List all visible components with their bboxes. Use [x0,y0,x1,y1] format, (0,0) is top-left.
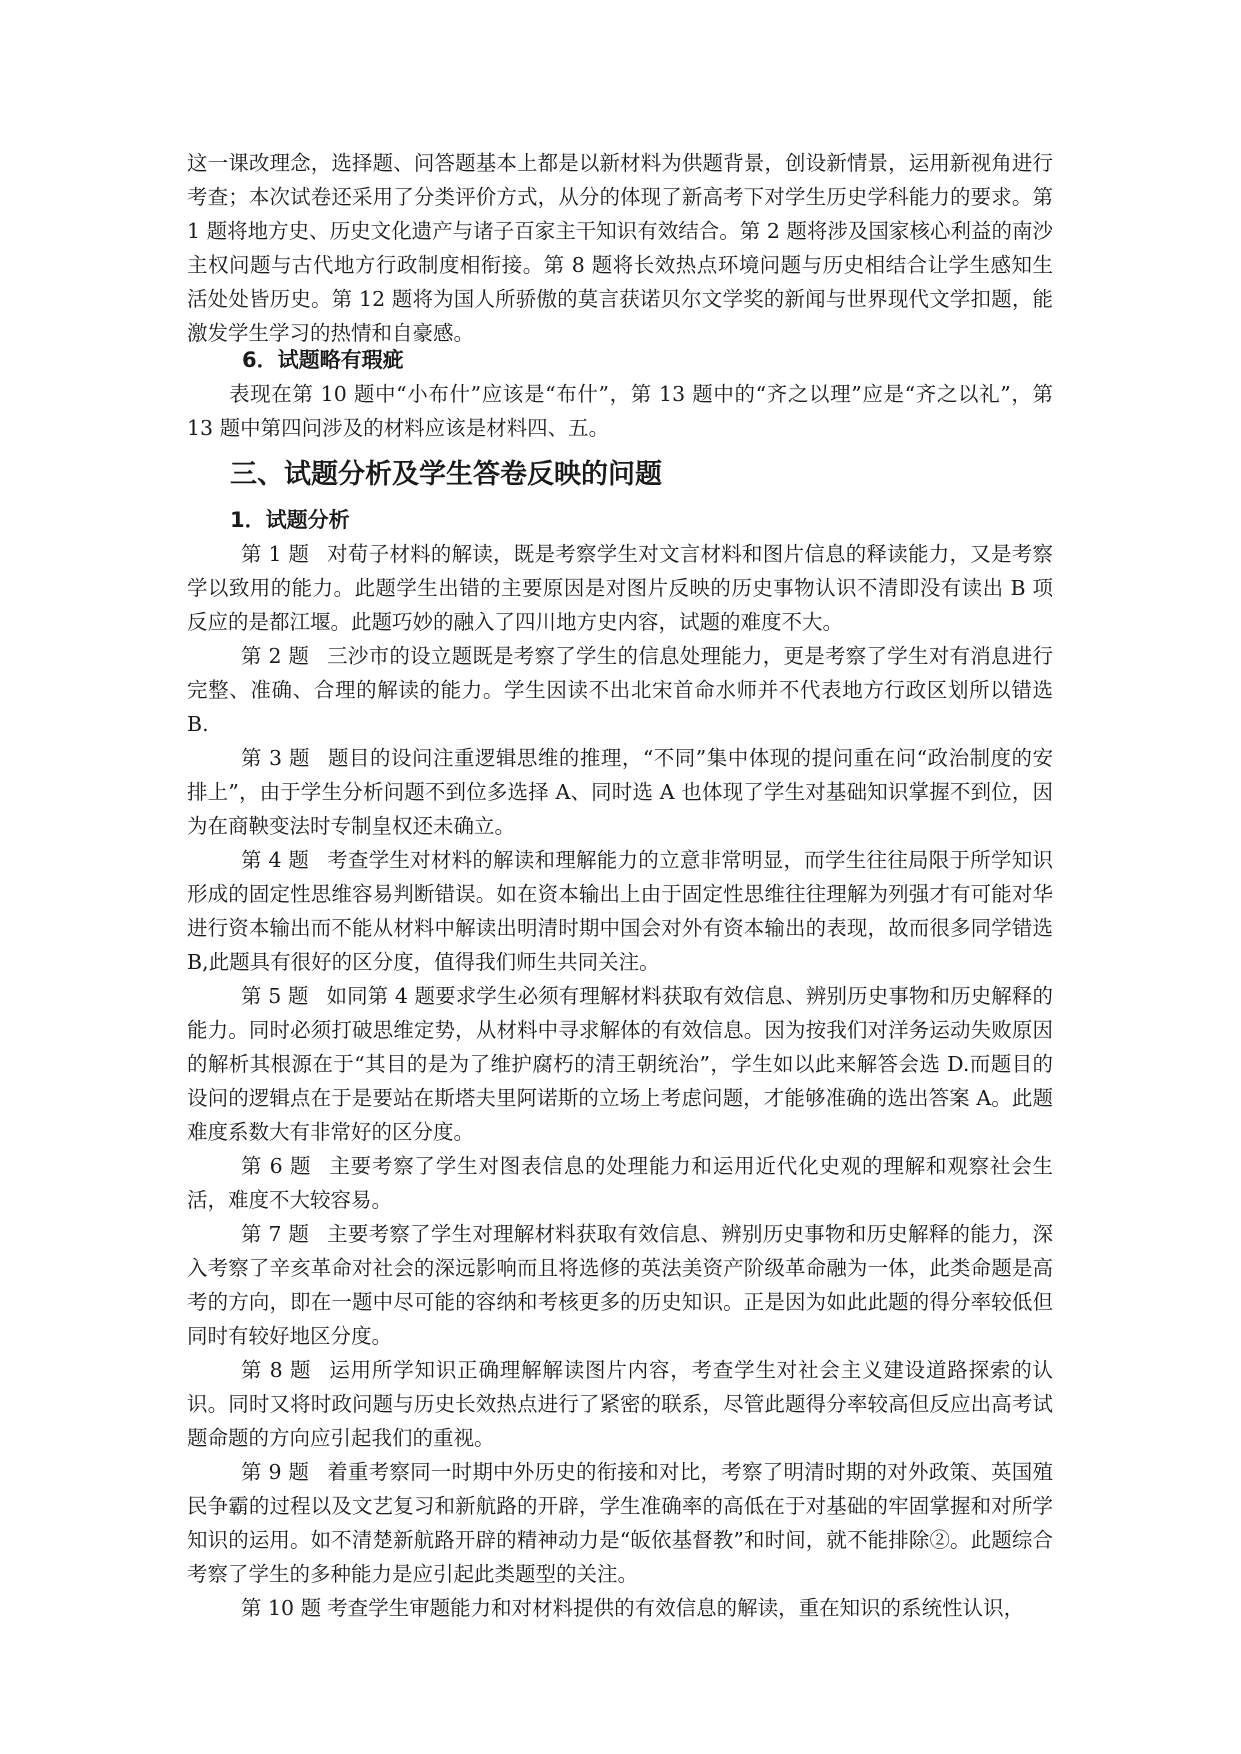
question-text: 考查学生对材料的解读和理解能力的立意非常明显，而学生往往局限于所学知识形成的固定性思维容易判断错误。如在资本输出上由于固定性思维往往理解为列强才有可能对华进行资本输出而不能从材料中解读出明清时期中国会对外有资本输出的表现，故而很多同学错选 B,此题具有很好的区分度，值得我们师生共同关注。 [187,848,1054,974]
question-number: 第 10 题 [241,1596,322,1620]
question-number: 第 5 题 [241,984,309,1008]
subheading-6: 6．试题略有瑕疵 [242,348,404,372]
question-8 [187,1353,1053,1455]
question-5 [187,979,1053,1149]
section-heading-3: 三、试题分析及学生答卷反映的问题 [230,459,662,490]
question-text: 运用所学知识正确理解解读图片内容，考查学生对社会主义建设道路探索的认识。同时又将时政问题与历史长效热点进行了紧密的联系，尽管此题得分率较高但反应出高考试题命题的方向应引起我们的重视。 [187,1358,1053,1450]
question-10 [187,1591,1053,1625]
question-2 [187,639,1053,741]
question-text: 着重考察同一时期中外历史的衔接和对比，考察了明清时期的对外政策、英国殖民争霸的过程以及文艺复习和新航路的开辟，学生准确率的高低在于对基础的牢固掌握和对所学知识的运用。如不清楚新航路开辟的精神动力是“皈依基督教”和时间，就不能排除②。此题综合考察了学生的多种能力是应引起此类题型的关注。 [187,1460,1054,1586]
question-number: 第 6 题 [241,1154,312,1178]
question-text: 对荀子材料的解读，既是考察学生对文言材料和图片信息的释读能力，又是考察学以致用的能力。此题学生出错的主要原因是对图片反映的历史事物认识不清即没有读出 B 项反应的是都江堰。此题巧妙的融入了四川地方史内容，试题的难度不大。 [187,542,1054,634]
question-9 [187,1455,1053,1591]
question-1 [187,537,1053,639]
question-7 [187,1217,1053,1353]
question-text: 主要考察了学生对理解材料获取有效信息、辨别历史事物和历史解释的能力，深入考察了辛亥革命对社会的深远影响而且将选修的英法美资产阶级革命融为一体，此类命题是高考的方向，即在一题中尽可能的容纳和考核更多的历史知识。正是因为如此此题的得分率较低但同时有较好地区分度。 [187,1222,1054,1348]
question-text: 三沙市的设立题既是考察了学生的信息处理能力，更是考察了学生对有消息进行完整、准确、合理的解读的能力。学生因读不出北宋首命水师并不代表地方行政区划所以错选 B. [187,644,1054,736]
question-number: 第 8 题 [241,1358,312,1382]
question-number: 第 9 题 [241,1460,310,1484]
question-3 [187,741,1053,843]
question-text: 考查学生审题能力和对材料提供的有效信息的解读，重在知识的系统性认识， [327,1596,1025,1620]
question-text: 如同第 4 题要求学生必须有理解材料获取有效信息、辨别历史事物和历史解释的能力。同时必须打破思维定势，从材料中寻求解体的有效信息。因为按我们对洋务运动失败原因的解析其根源在于“其目的是为了维护腐朽的清王朝统治”，学生如以此来解答会选 D.而题目的设问的逻辑点在于是要站在斯塔夫里阿诺斯的立场上考虑问题，才能够准确的选出答案 A。此题难度系数大有非常好的区分度。 [187,984,1054,1144]
question-number: 第 4 题 [241,848,310,872]
question-number: 第 7 题 [241,1222,310,1246]
question-text: 主要考察了学生对图表信息的处理能力和运用近代化史观的理解和观察社会生活，难度不大较容易。 [187,1154,1053,1212]
intro-paragraph: 这一课改理念，选择题、问答题基本上都是以新材料为供题背景，创设新情景，运用新视角进行考查；本次试卷还采用了分类评价方式，从分的体现了新高考下对学生历史学科能力的要求。第 1 题将地方史、历史文化遗产与诸子百家主干知识有效结合。第 2 题将涉及国家核心利益的南沙主权问题与古代地方行政制度相衔接。第 8 题将长效热点环境问题与历史相结合让学生感知生活处处皆历史。第 12 题将为国人所骄傲的莫言获诺贝尔文学奖的新闻与世界现代文学扣题，能激发学生学习的热情和自豪感。 [187,151,1053,345]
question-number: 第 2 题 [241,644,310,668]
subheading-1: 1．试题分析 [230,508,350,532]
question-6 [187,1149,1053,1217]
question-number: 第 3 题 [241,746,311,770]
sub6-paragraph: 表现在第 10 题中“小布什”应该是“布什”，第 13 题中的“齐之以理”应是“齐之以礼”，第 13 题中第四问涉及的材料应该是材料四、五。 [187,382,1053,440]
question-4 [187,843,1053,979]
question-text: 题目的设问注重逻辑思维的推理，“不同”集中体现的提问重在问“政治制度的安排上”，由于学生分析问题不到位多选择 A、同时选 A 也体现了学生对基础知识掌握不到位，因为在商鞅变法时专制皇权还未确立。 [187,746,1053,838]
question-number: 第 1 题 [241,542,310,566]
question-list [187,537,1053,1625]
